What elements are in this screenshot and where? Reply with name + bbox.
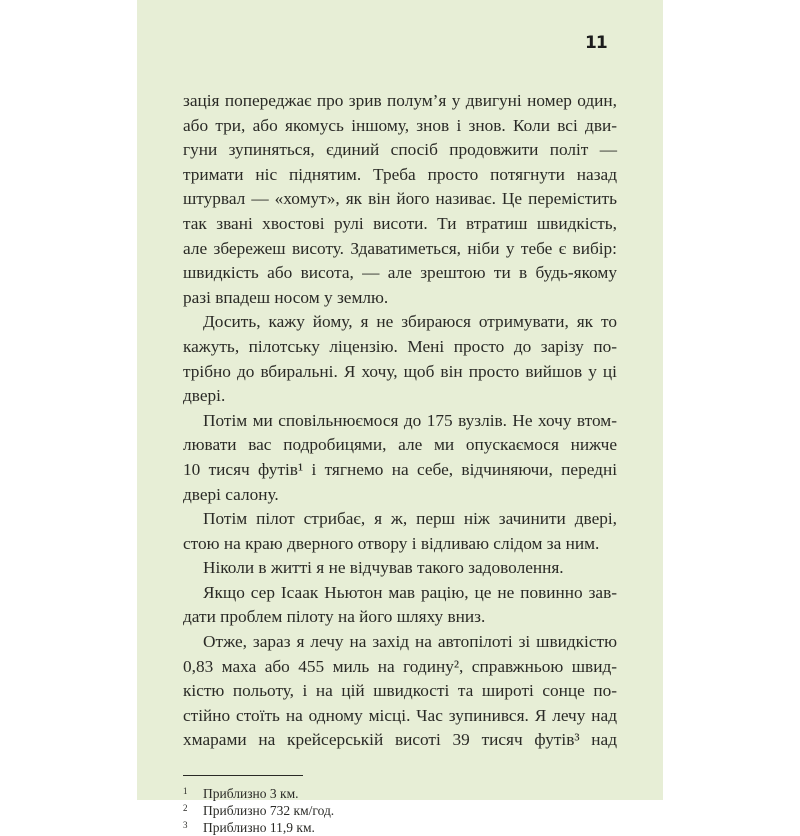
text-line: стійно стоїть на одному місці. Час зупинився. Я лечу над bbox=[183, 705, 617, 725]
footnote-text: Приблизно 732 км/год. bbox=[203, 803, 335, 819]
text-line: двері. bbox=[183, 386, 226, 406]
text-line: Ніколи в житті я не відчував такого задоволення. bbox=[203, 558, 564, 578]
text-line: Отже, зараз я лечу на захід на автопілоті зі швидкістю bbox=[203, 632, 617, 652]
text-line: гуни зупиняться, єдиний спосіб продовжити політ — bbox=[183, 140, 617, 160]
text-line: кажуть, пілотську ліцензію. Мені просто до зарізу по- bbox=[183, 336, 617, 356]
text-line: кістю польоту, і на цій швидкості та широті сонце по- bbox=[183, 681, 617, 701]
page-number: 11 bbox=[585, 33, 607, 53]
text-line: дати проблем пілоту на його шляху вниз. bbox=[183, 607, 486, 627]
text-line: Якщо сер Ісаак Ньютон мав рацію, це не повинно зав- bbox=[203, 582, 617, 602]
footnote-number: 1 bbox=[183, 786, 188, 797]
footnote-number: 3 bbox=[183, 820, 188, 831]
footnote bbox=[183, 802, 617, 819]
text-line: але збережеш висоту. Здаватиметься, ніби у тебе є вибір: bbox=[183, 238, 617, 258]
text-line: Потім ми сповільнюємося до 175 вузлів. Не хочу втом- bbox=[203, 410, 617, 430]
text-line: двері салону. bbox=[183, 484, 279, 504]
text-line: 0,83 маха або 455 миль на годину², справжньою швид- bbox=[183, 656, 617, 676]
footnote bbox=[183, 785, 617, 802]
body-text bbox=[183, 89, 617, 753]
footnote-text: Приблизно 11,9 км. bbox=[203, 820, 315, 836]
text-line: швидкість або висота, — але зрештою ти в будь-якому bbox=[183, 263, 617, 283]
footnote-rule bbox=[183, 775, 303, 776]
text-line: стою на краю дверного отвору і відливаю слідом за ним. bbox=[183, 533, 600, 553]
text-line: Досить, кажу йому, я не збираюся отримувати, як то bbox=[203, 312, 617, 332]
book-page bbox=[137, 0, 663, 836]
footnote-number: 2 bbox=[183, 803, 188, 814]
footnote bbox=[183, 819, 617, 836]
footnote-text: Приблизно 3 км. bbox=[203, 786, 299, 802]
text-line: так звані хвостові рулі висоти. Ти втратиш швидкість, bbox=[183, 213, 617, 233]
text-line: тримати ніс піднятим. Треба просто потягнути назад bbox=[183, 164, 617, 184]
text-line: штурвал — «хомут», як він його називає. Це перемістить bbox=[183, 189, 617, 209]
text-line: трібно до вбиральні. Я хочу, щоб він просто вийшов у ці bbox=[183, 361, 617, 381]
text-line: 10 тисяч футів¹ і тягнемо на себе, відчиняючи, передні bbox=[183, 459, 617, 479]
text-line: хмарами на крейсерській висоті 39 тисяч футів³ над bbox=[183, 730, 617, 750]
page-content bbox=[183, 89, 617, 836]
footnotes bbox=[183, 785, 617, 836]
text-line: разі впадеш носом у землю. bbox=[183, 287, 389, 307]
text-line: лювати вас подробицями, але ми опускаємося нижче bbox=[183, 435, 617, 455]
text-line: Потім пілот стрибає, я ж, перш ніж зачинити двері, bbox=[203, 509, 617, 529]
text-line: або три, або якомусь іншому, знов і знов. Коли всі дви- bbox=[183, 115, 617, 135]
text-line: зація попереджає про зрив полум’я у двигуні номер один, bbox=[183, 91, 617, 110]
